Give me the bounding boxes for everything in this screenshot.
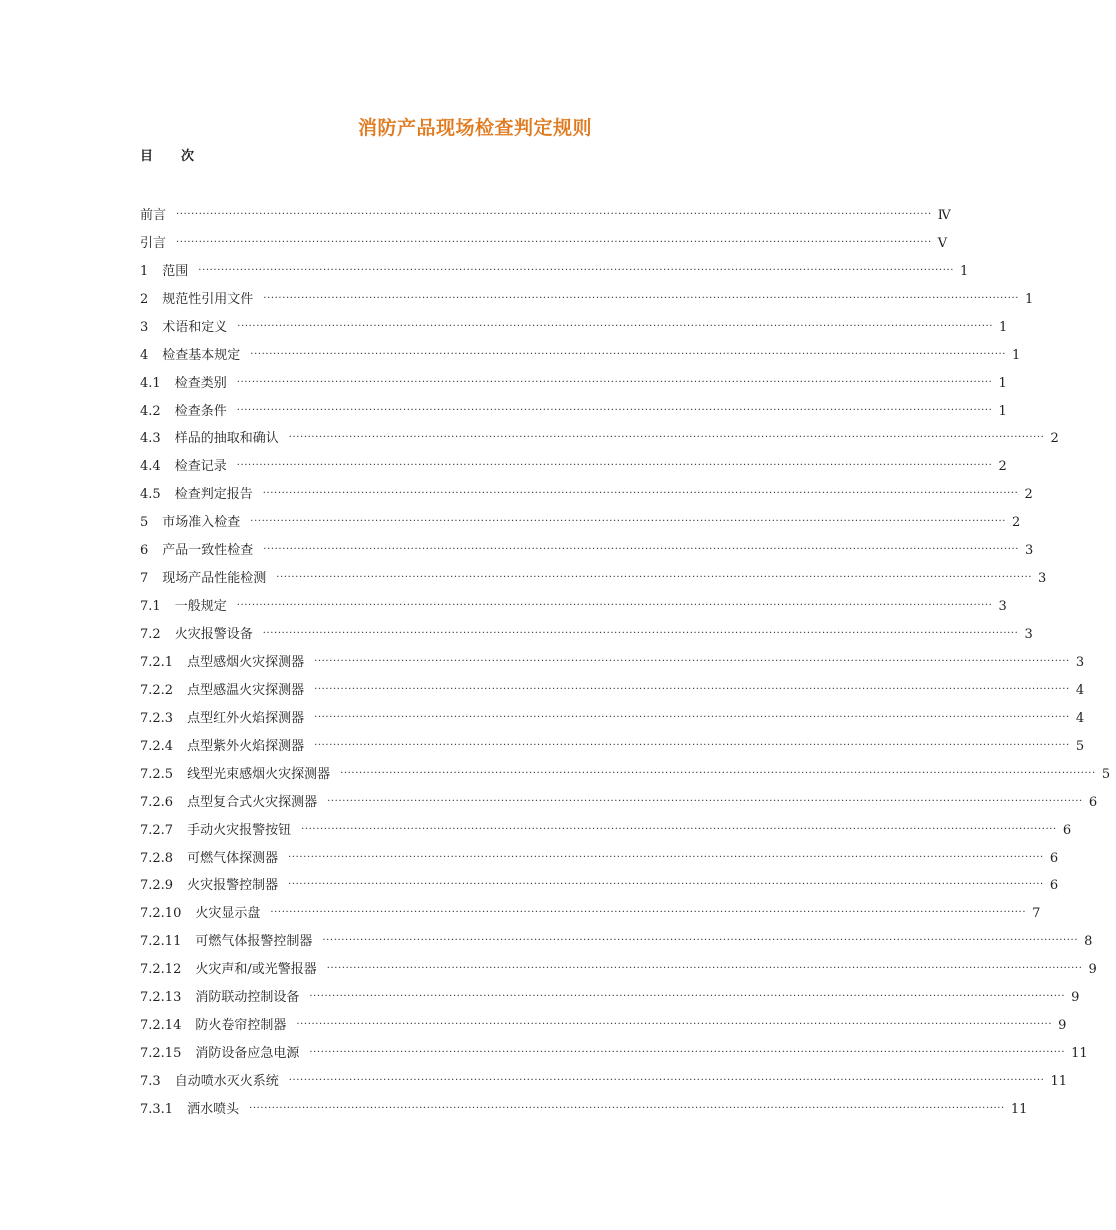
toc-entry-page: 2 xyxy=(1024,487,1033,503)
toc-entry-page: 6 xyxy=(1049,878,1059,894)
toc-entry[interactable] xyxy=(140,1089,1028,1117)
toc-leader-dots: ········································································································································································································ xyxy=(340,767,1096,779)
toc-entry-label: 规范性引用文件 xyxy=(162,291,254,307)
toc-entry-number: 7 xyxy=(140,571,149,587)
toc-entry-page: 6 xyxy=(1062,822,1072,838)
table-of-contents xyxy=(140,195,1111,1117)
toc-entry[interactable] xyxy=(140,474,1033,503)
toc-entry-number: 6 xyxy=(140,543,149,559)
toc-entry[interactable] xyxy=(140,195,951,223)
toc-leader-dots: ········································································································································································································ xyxy=(309,1047,1066,1059)
toc-entry-label: 检查类别 xyxy=(174,375,227,391)
toc-entry-page: 11 xyxy=(1050,1074,1067,1089)
toc-entry-number: 4.5 xyxy=(140,487,161,503)
toc-entry-label: 一般规定 xyxy=(174,599,227,615)
toc-entry-number: 5 xyxy=(140,515,149,531)
toc-entry-label: 火灾声和/或光警报器 xyxy=(195,962,317,978)
toc-entry-label: 前言 xyxy=(140,207,167,223)
toc-leader-dots: ········································································································································································································ xyxy=(309,991,1066,1003)
toc-entry-page: 6 xyxy=(1049,850,1059,866)
toc-leader-dots: ········································································································································································································ xyxy=(288,879,1044,891)
toc-leader-dots: ········································································································································································································ xyxy=(176,208,932,220)
toc-entry-label: 点型感烟火灾探测器 xyxy=(187,654,305,670)
toc-leader-dots: ········································································································································································································ xyxy=(326,963,1083,975)
toc-entry-label: 自动喷水灭火系统 xyxy=(174,1074,279,1089)
toc-leader-dots: ········································································································································································································ xyxy=(263,292,1020,304)
toc-entry-page: Ⅳ xyxy=(937,207,951,223)
toc-entry-number: 7.2.13 xyxy=(140,990,182,1006)
toc-entry[interactable] xyxy=(140,335,1021,363)
toc-entry-number: 4.3 xyxy=(140,431,161,447)
toc-entry-label: 现场产品性能检测 xyxy=(162,571,267,587)
toc-leader-dots: ········································································································································································································ xyxy=(288,432,1045,444)
toc-entry-label: 检查基本规定 xyxy=(162,347,241,363)
toc-heading-char-2: 次 xyxy=(181,149,195,164)
toc-leader-dots: ········································································································································································································ xyxy=(314,739,1070,751)
toc-entry-number: 3 xyxy=(140,319,149,335)
toc-entry-page: 1 xyxy=(1025,291,1034,307)
toc-entry-number: 7.2.3 xyxy=(140,710,174,726)
toc-entry-label: 检查判定报告 xyxy=(174,487,253,503)
toc-leader-dots: ········································································································································································································ xyxy=(198,264,955,276)
toc-entry[interactable] xyxy=(140,1005,1067,1034)
toc-entry[interactable] xyxy=(140,279,1034,307)
toc-entry-page: 2 xyxy=(1012,515,1021,531)
toc-leader-dots: ········································································································································································································ xyxy=(270,907,1027,919)
toc-entry-page: 1 xyxy=(998,375,1007,391)
toc-entry[interactable] xyxy=(140,446,1007,475)
toc-entry-number: 4.1 xyxy=(140,375,161,391)
toc-entry[interactable] xyxy=(140,530,1034,559)
toc-entry[interactable] xyxy=(140,810,1072,838)
toc-entry-number: 7.2.7 xyxy=(140,822,174,838)
toc-entry-number: 7.2.9 xyxy=(140,878,174,894)
toc-entry-page: 9 xyxy=(1071,990,1080,1006)
toc-entry-number: 1 xyxy=(140,263,149,279)
toc-entry-page: 5 xyxy=(1075,738,1085,754)
document-title: 消防产品现场检查判定规则 xyxy=(357,117,592,139)
toc-entry-page: 6 xyxy=(1088,794,1098,810)
toc-entry-number: 7.3 xyxy=(140,1074,161,1089)
toc-entry-label: 手动火灾报警按钮 xyxy=(187,822,292,838)
toc-entry-number: 7.2.11 xyxy=(140,934,182,950)
toc-entry-label: 检查条件 xyxy=(174,403,227,419)
toc-entry-page: 4 xyxy=(1075,682,1085,698)
toc-entry-page: 3 xyxy=(1024,627,1033,642)
toc-entry-page: 3 xyxy=(1025,543,1034,559)
toc-leader-dots: ········································································································································································································ xyxy=(276,572,1033,584)
toc-entry[interactable] xyxy=(140,558,1047,587)
toc-entry-page: 1 xyxy=(960,263,969,279)
toc-entry[interactable] xyxy=(140,1033,1088,1062)
toc-entry[interactable] xyxy=(140,502,1021,531)
toc-entry[interactable] xyxy=(140,698,1085,726)
toc-entry[interactable] xyxy=(140,642,1085,670)
toc-entry-page: 1 xyxy=(999,319,1008,335)
toc-entry-number: 7.2 xyxy=(140,627,161,642)
toc-leader-dots: ········································································································································································································ xyxy=(327,795,1083,807)
toc-entry-label: 样品的抽取和确认 xyxy=(174,431,279,447)
toc-leader-dots: ········································································································································································································ xyxy=(322,935,1079,947)
toc-leader-dots: ········································································································································································································ xyxy=(314,655,1070,667)
toc-leader-dots: ········································································································································································································ xyxy=(236,600,993,612)
toc-entry-label: 火灾报警设备 xyxy=(174,627,253,642)
toc-entry[interactable] xyxy=(140,251,969,279)
toc-entry-label: 线型光束感烟火灾探测器 xyxy=(187,766,331,782)
toc-leader-dots: ········································································································································································································ xyxy=(288,851,1044,863)
toc-entry[interactable] xyxy=(140,586,1007,615)
toc-entry-number: 4 xyxy=(140,347,149,363)
toc-entry-page: 8 xyxy=(1084,934,1093,950)
toc-entry-label: 产品一致性检查 xyxy=(162,543,254,559)
toc-entry-label: 火灾报警控制器 xyxy=(187,878,279,894)
toc-entry[interactable] xyxy=(140,893,1041,922)
toc-entry-page: 3 xyxy=(998,599,1007,615)
toc-entry-page: 1 xyxy=(998,403,1007,419)
toc-entry-label: 点型紫外火焰探测器 xyxy=(187,738,305,754)
toc-entry-label: 点型红外火焰探测器 xyxy=(187,710,305,726)
toc-heading xyxy=(140,145,194,164)
toc-entry-label: 点型感温火灾探测器 xyxy=(187,682,305,698)
toc-heading-char-1: 目 xyxy=(140,149,154,164)
toc-entry-number: 7.1 xyxy=(140,599,161,615)
toc-entry[interactable] xyxy=(140,363,1007,391)
toc-entry-number: 7.2.14 xyxy=(140,1018,182,1034)
toc-entry-number: 7.3.1 xyxy=(140,1101,174,1117)
toc-entry-label: 可燃气体报警控制器 xyxy=(195,934,313,950)
toc-entry-number: 7.2.5 xyxy=(140,766,174,782)
toc-entry[interactable] xyxy=(140,782,1098,810)
toc-entry-number: 7.2.6 xyxy=(140,794,174,810)
toc-entry-page: 7 xyxy=(1032,906,1041,922)
toc-entry-page: 1 xyxy=(1012,347,1021,363)
toc-entry-page: Ⅴ xyxy=(937,235,948,251)
toc-entry-number: 4.2 xyxy=(140,403,161,419)
toc-entry-label: 防火卷帘控制器 xyxy=(195,1018,287,1034)
toc-leader-dots: ········································································································································································································ xyxy=(288,1075,1045,1086)
toc-leader-dots: ········································································································································································································ xyxy=(250,348,1007,360)
toc-entry[interactable] xyxy=(140,866,1059,894)
toc-entry[interactable] xyxy=(140,307,1008,335)
toc-leader-dots: ········································································································································································································ xyxy=(236,404,993,416)
toc-entry[interactable] xyxy=(140,223,948,251)
toc-leader-dots: ········································································································································································································ xyxy=(262,488,1019,500)
toc-entry-label: 引言 xyxy=(140,235,167,251)
toc-entry[interactable] xyxy=(140,921,1093,950)
toc-entry-number: 4.4 xyxy=(140,459,161,475)
toc-entry-label: 可燃气体探测器 xyxy=(187,850,279,866)
toc-entry-label: 术语和定义 xyxy=(162,319,228,335)
toc-entry-label: 市场准入检查 xyxy=(162,515,241,531)
toc-leader-dots: ········································································································································································································ xyxy=(263,544,1020,556)
toc-entry[interactable] xyxy=(140,949,1097,978)
toc-entry-page: 4 xyxy=(1075,710,1085,726)
toc-entry-number: 7.2.15 xyxy=(140,1046,182,1062)
toc-entry-number: 7.2.1 xyxy=(140,654,174,670)
toc-entry-page: 9 xyxy=(1088,962,1097,978)
toc-leader-dots: ········································································································································································································ xyxy=(236,460,993,472)
toc-leader-dots: ········································································································································································································ xyxy=(314,683,1070,695)
toc-entry-label: 消防联动控制设备 xyxy=(195,990,300,1006)
toc-entry-number: 7.2.12 xyxy=(140,962,182,978)
toc-entry-label: 火灾显示盘 xyxy=(195,906,261,922)
toc-entry[interactable] xyxy=(140,670,1085,698)
toc-entry-label: 消防设备应急电源 xyxy=(195,1046,300,1062)
toc-entry-page: 11 xyxy=(1010,1101,1028,1117)
toc-entry[interactable] xyxy=(140,1061,1067,1089)
toc-entry-label: 检查记录 xyxy=(174,459,227,475)
toc-entry[interactable] xyxy=(140,977,1080,1006)
toc-entry-page: 2 xyxy=(998,459,1007,475)
toc-entry-page: 3 xyxy=(1038,571,1047,587)
toc-leader-dots: ········································································································································································································ xyxy=(314,711,1070,723)
toc-entry-number: 7.2.8 xyxy=(140,850,174,866)
toc-entry[interactable] xyxy=(140,419,1059,447)
toc-entry-label: 洒水喷头 xyxy=(187,1101,240,1117)
toc-entry-number: 7.2.4 xyxy=(140,738,174,754)
toc-leader-dots: ········································································································································································································ xyxy=(296,1019,1053,1031)
toc-entry-number: 7.2.2 xyxy=(140,682,174,698)
toc-entry-page: 3 xyxy=(1075,654,1085,670)
toc-leader-dots: ········································································································································································································ xyxy=(249,1102,1005,1114)
toc-leader-dots: ········································································································································································································ xyxy=(301,823,1057,835)
toc-entry-number: 7.2.10 xyxy=(140,906,182,922)
toc-entry[interactable] xyxy=(140,614,1033,642)
toc-entry-page: 2 xyxy=(1050,431,1059,447)
toc-entry[interactable] xyxy=(140,754,1111,782)
toc-leader-dots: ········································································································································································································ xyxy=(176,236,932,248)
toc-entry-page: 11 xyxy=(1071,1046,1088,1062)
toc-entry[interactable] xyxy=(140,391,1007,419)
toc-entry[interactable] xyxy=(140,726,1085,754)
toc-entry-label: 范围 xyxy=(162,263,189,279)
toc-leader-dots: ········································································································································································································ xyxy=(250,516,1007,528)
toc-entry-page: 9 xyxy=(1058,1018,1067,1034)
toc-entry[interactable] xyxy=(140,838,1059,866)
toc-leader-dots: ········································································································································································································ xyxy=(237,320,994,332)
toc-entry-label: 点型复合式火灾探测器 xyxy=(187,794,318,810)
toc-leader-dots: ········································································································································································································ xyxy=(262,628,1019,639)
toc-entry-number: 2 xyxy=(140,291,149,307)
toc-entry-page: 5 xyxy=(1101,766,1111,782)
toc-leader-dots: ········································································································································································································ xyxy=(236,376,993,388)
